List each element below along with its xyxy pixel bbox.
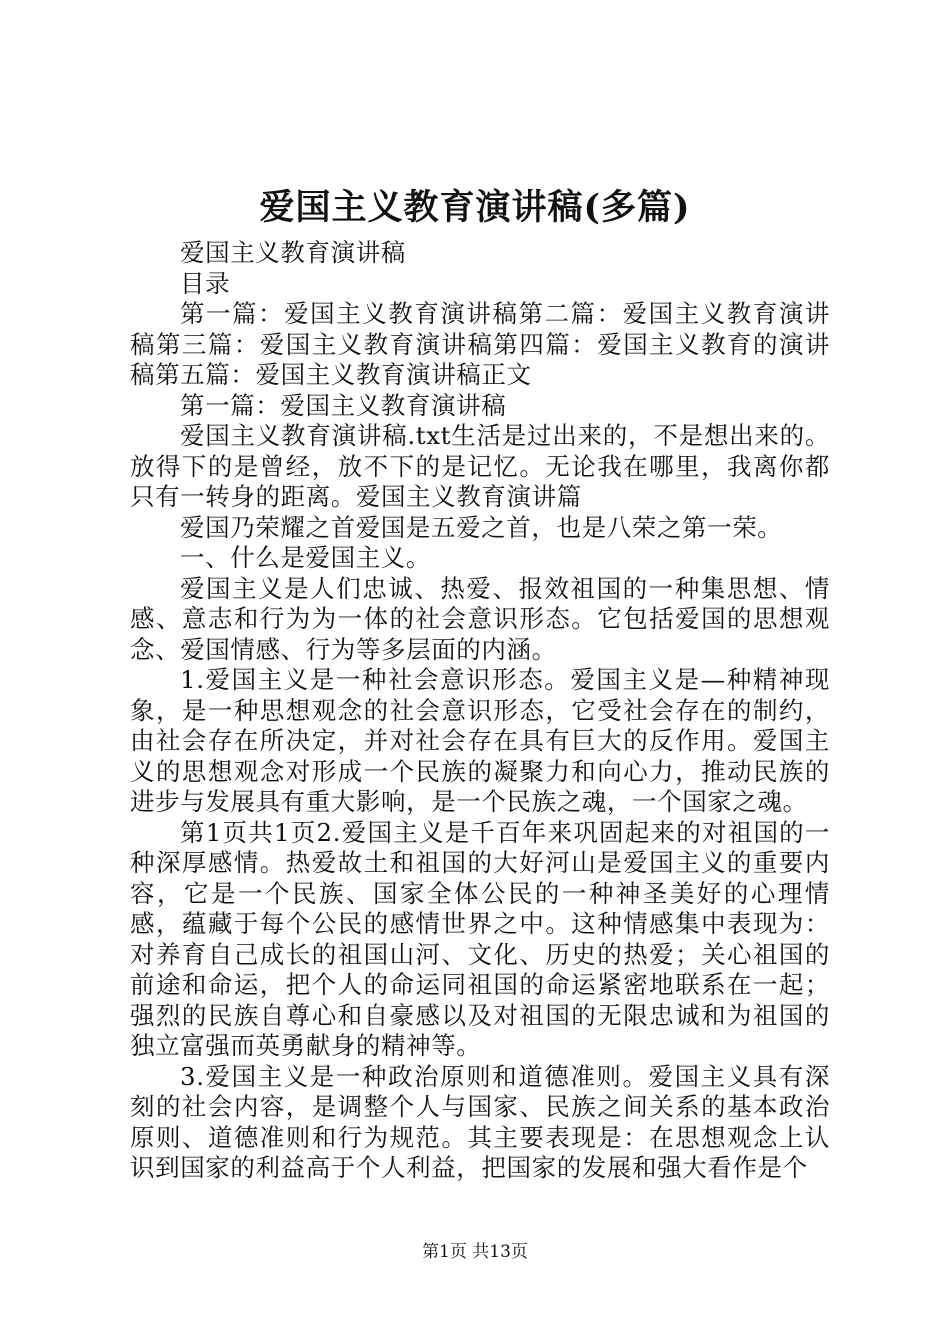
paragraph: 第1页共1页2.爱国主义是千百年来巩固起来的对祖国的一种深厚感情。热爱故土和祖国的大好河山是爱国主义的重要内容，它是一个民族、国家全体公民的一种神圣美好的心理情感，蕴藏于每个公民的感情世界之中。这种情感集中表现为：对养育自己成长的祖国山河、文化、历史的热爱；关心祖国的前途和命运，把个人的命运同祖国的命运紧密地联系在一起；强烈的民族自尊心和自豪感以及对祖国的无限忠诚和为祖国的独立富强而英勇献身的精神等。 <box>130 817 830 1060</box>
paragraph: 爱国主义教育演讲稿.txt生活是过出来的，不是想出来的。放得下的是曾经，放不下的是记忆。无论我在哪里，我离你都只有一转身的距离。爱国主义教育演讲篇 <box>130 421 830 511</box>
document-title: 爱国主义教育演讲稿(多篇) <box>259 187 691 228</box>
paragraph-part-one-title: 第一篇：爱国主义教育演讲稿 <box>180 390 507 420</box>
paragraph-heading: 爱国主义教育演讲稿 <box>180 238 406 267</box>
paragraph: 爱国主义是人们忠诚、热爱、报效祖国的一种集思想、情感、意志和行为为一体的社会意识形态。它包括爱国的思想观念、爱国情感、行为等多层面的内涵。 <box>130 573 830 664</box>
paragraph-toc-label: 目录 <box>180 268 231 298</box>
document-body <box>130 238 830 1184</box>
paragraph: 1.爱国主义是一种社会意识形态。爱国主义是—种精神现象，是一种思想观念的社会意识形态，它受社会存在的制约，由社会存在所决定，并对社会存在具有巨大的反作用。爱国主义的思想观念对形成一个民族的凝聚力和向心力，推动民族的进步与发展具有重大影响，是一个民族之魂，一个国家之魂。 <box>130 665 830 816</box>
paragraph: 爱国乃荣耀之首爱国是五爱之首，也是八荣之第一荣。 <box>180 512 783 542</box>
paragraph-section-heading: 一、什么是爱国主义。 <box>180 543 431 572</box>
page-footer: 第1页 共13页 <box>422 1242 528 1262</box>
paragraph: 3.爱国主义是一种政治原则和道德准则。爱国主义具有深刻的社会内容，是调整个人与国家、民族之间关系的基本政治原则、道德准则和行为规范。其主要表现是：在思想观念上认识到国家的利益高于个人利益，把国家的发展和强大看作是个 <box>130 1061 830 1182</box>
paragraph-toc: 第一篇：爱国主义教育演讲稿第二篇：爱国主义教育演讲稿第三篇：爱国主义教育演讲稿第四篇：爱国主义教育的演讲稿第五篇：爱国主义教育演讲稿正文 <box>130 299 830 389</box>
